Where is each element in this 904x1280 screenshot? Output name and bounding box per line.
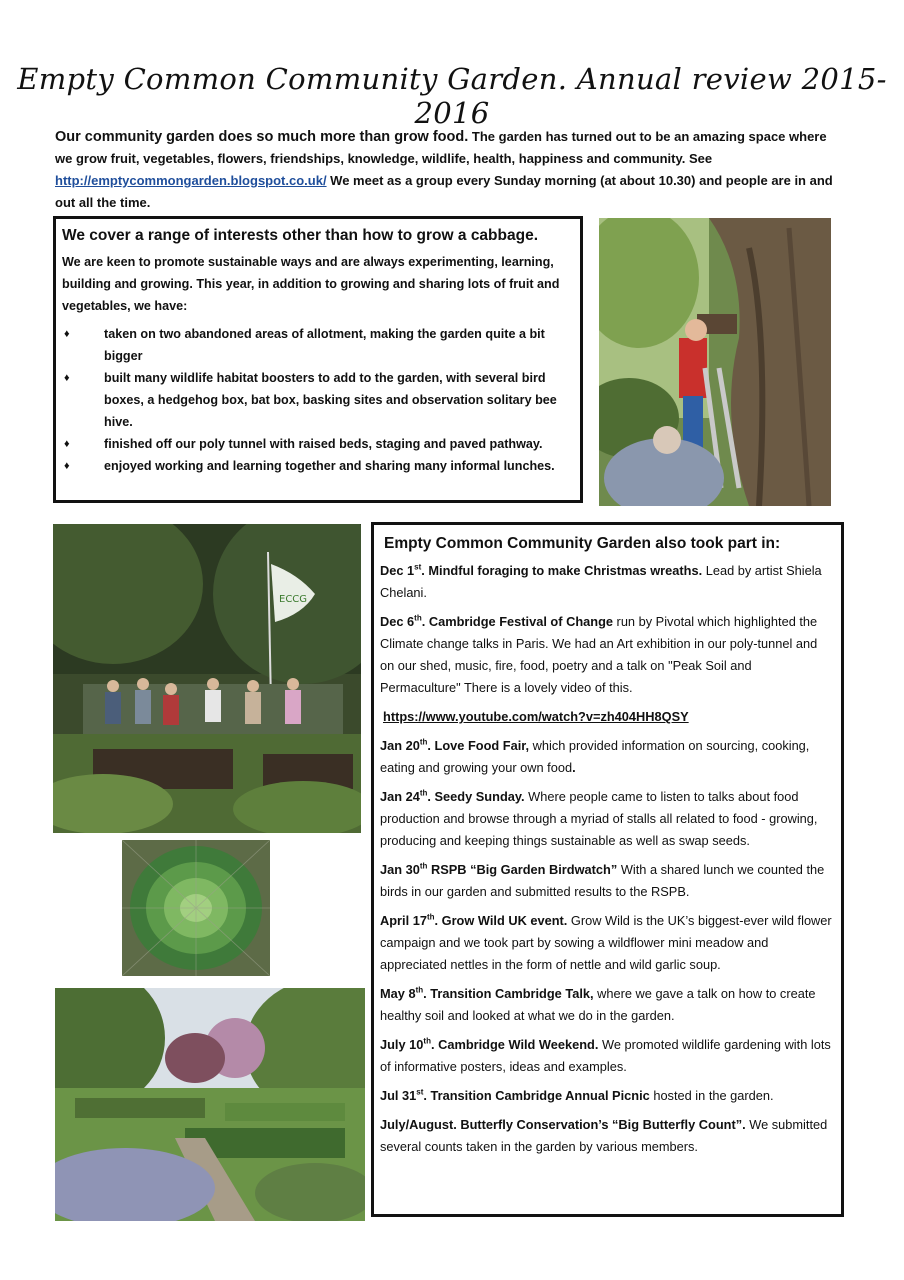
diamond-bullet-icon: ♦: [64, 460, 70, 472]
interests-box: [53, 216, 583, 503]
interests-paragraph: We are keen to promote sustainable ways and are always experimenting, learning, building and growing. This year, in addition to growing and sharing lots of fruit and vegetables, we have:: [62, 255, 560, 313]
flag-text: ECCG: [279, 594, 308, 605]
list-item: ♦ built many wildlife habitat boosters to add to the garden, with several bird boxes, a hedgehog box, bat box, basking sites and observation solitary bee hive.: [62, 367, 572, 433]
interests-list: [62, 323, 572, 477]
list-item: May 8th. Transition Cambridge Talk, where we gave a talk on how to create healthy soil and looked at what we do in the garden.: [380, 985, 816, 1023]
diamond-bullet-icon: ♦: [64, 438, 70, 450]
diamond-bullet-icon: ♦: [64, 372, 70, 384]
intro-text-2: We meet as a group every Sunday morning (at about 10.30) and people are in and out all the time.: [55, 173, 833, 210]
blog-link[interactable]: http://emptycommongarden.blogspot.co.uk/: [55, 173, 327, 188]
cabbage-photo: [122, 840, 270, 976]
list-item: Jan 20th. Love Food Fair, which provided information on sourcing, cooking, eating and growing your own food.: [380, 737, 810, 775]
list-item: Jan 24th. Seedy Sunday. Where people came to listen to talks about food production and browse through a myriad of stalls all related to food - growing, producing and keeping things sustainable as well as swap seeds.: [380, 788, 818, 848]
intro-paragraph: [55, 126, 835, 214]
list-item: Dec 1st. Mindful foraging to make Christmas wreaths. Lead by artist Shiela Chelani.: [380, 562, 822, 600]
garden-beds-photo: [55, 988, 365, 1221]
list-item: Dec 6th. Cambridge Festival of Change run by Pivotal which highlighted the Climate change talks in Paris. We had an Art exhibition in our poly-tunnel and on our shed, music, fire, food, poetry and a talk on "Peak Soil and Permaculture" There is a lovely video of this.: [380, 613, 818, 695]
events-heading: Empty Common Community Garden also took part in:: [384, 535, 781, 552]
intro-lead: Our community garden does so much more than grow food.: [55, 129, 469, 145]
interests-heading: We cover a range of interests other than how to grow a cabbage.: [62, 227, 539, 244]
list-item: Jan 30th RSPB “Big Garden Birdwatch” With a shared lunch we counted the birds in our garden and submitted results to the RSPB.: [380, 861, 825, 899]
events-box: [371, 522, 844, 1217]
tree-birdbox-photo: [599, 218, 831, 506]
list-item: Jul 31st. Transition Cambridge Annual Picnic hosted in the garden.: [380, 1087, 774, 1103]
intro-text-1: The garden has turned out to be an amazing space where we grow fruit, vegetables, flowers, friendships, knowledge, wildlife, health, happiness and community. See: [55, 129, 827, 166]
list-item: ♦ taken on two abandoned areas of allotment, making the garden quite a bit bigger: [62, 323, 572, 367]
list-item: July/August. Butterfly Conservation’s “Big Butterfly Count”. We submitted several counts taken in the garden by various members.: [380, 1117, 828, 1154]
page-title: Empty Common Community Garden. Annual review 2015-2016: [17, 62, 887, 130]
list-item: July 10th. Cambridge Wild Weekend. We promoted wildlife gardening with lots of informative posters, ideas and examples.: [380, 1036, 831, 1074]
diamond-bullet-icon: ♦: [64, 328, 70, 340]
video-link[interactable]: https://www.youtube.com/watch?v=zh404HH8QSY: [383, 709, 689, 724]
list-item: ♦ enjoyed working and learning together and sharing many informal lunches.: [62, 455, 572, 477]
garden-group-photo: [53, 524, 361, 833]
list-item: ♦ finished off our poly tunnel with raised beds, staging and paved pathway.: [62, 433, 572, 455]
list-item: April 17th. Grow Wild UK event. Grow Wild is the UK’s biggest-ever wild flower campaign and we took part by sowing a wildflower mini meadow and appreciated nettles in the form of nettle and wild garlic soup.: [380, 912, 832, 972]
